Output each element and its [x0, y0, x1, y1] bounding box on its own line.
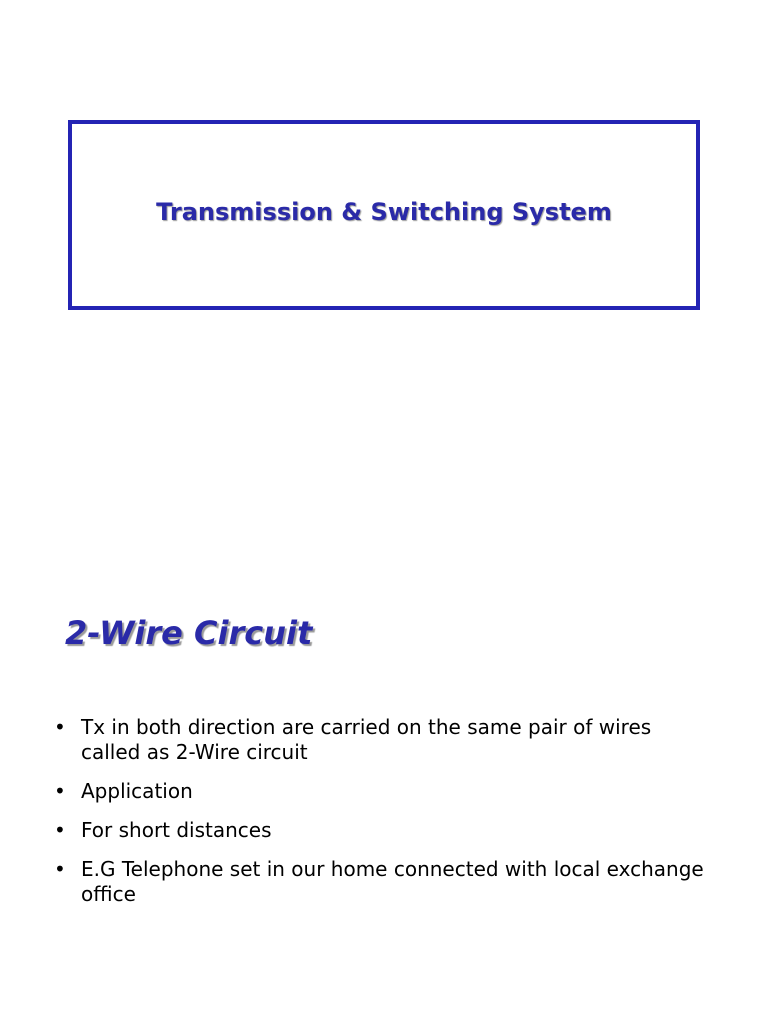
bullet-item — [52, 715, 712, 765]
bullet-item — [52, 857, 712, 907]
bullet-icon: • — [54, 818, 66, 842]
bullet-item — [52, 779, 712, 804]
title-frame — [68, 120, 700, 310]
bullet-list — [52, 715, 712, 921]
bullet-text: For short distances — [81, 818, 272, 842]
bullet-text: E.G Telephone set in our home connected with local exchange office — [81, 857, 704, 906]
section-heading: 2-Wire Circuit — [65, 614, 313, 652]
slide-title: Transmission & Switching System — [156, 198, 612, 226]
bullet-item — [52, 818, 712, 843]
bullet-text: Application — [81, 779, 193, 803]
bullet-icon: • — [54, 715, 66, 739]
bullet-icon: • — [54, 779, 66, 803]
bullet-text: Tx in both direction are carried on the same pair of wires called as 2-Wire circuit — [81, 715, 652, 764]
bullet-icon: • — [54, 857, 66, 881]
